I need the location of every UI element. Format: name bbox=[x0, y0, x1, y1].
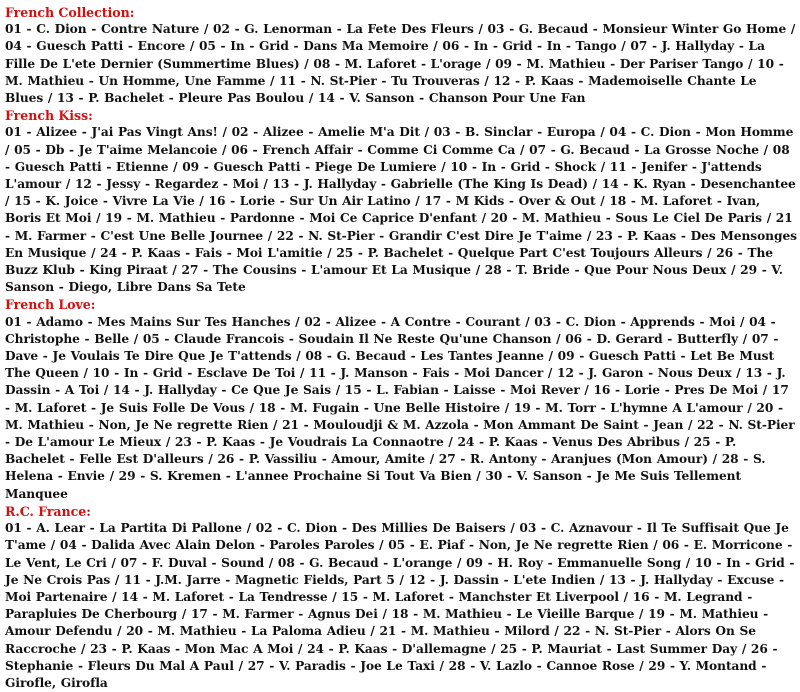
section-french-collection bbox=[5, 4, 797, 107]
section-tracklist: 01 - C. Dion - Contre Nature / 02 - G. Lenorman - La Fete Des Fleurs / 03 - G. Becaud - Monsieur Winter Go Home / 04 - Guesch Patti - Encore / 05 - In - Grid - Dans Ma Memoire / 06 - In - Grid - In - Tango / 07 - J. Hallyday - La Fille De L'ete Dernier (Summertime Blues) / 08 - M. Laforet - L'orage / 09 - M. Mathieu - Der Pariser Tango / 10 - M. Mathieu - Un Homme, Une Famme / 11 - N. St-Pier - Tu Trouveras / 12 - P. Kaas - Mademoiselle Chante Le Blues / 13 - P. Bachelet - Pleure Pas Boulou / 14 - V. Sanson - Chanson Pour Une Fan bbox=[5, 22, 796, 106]
section-tracklist: 01 - A. Lear - La Partita Di Pallone / 02 - C. Dion - Des Millies De Baisers / 03 - C. Aznavour - Il Te Suffisait Que Je T'ame / 04 - Dalida Avec Alain Delon - Paroles Paroles / 05 - E. Piaf - Non, Je Ne regrette Rien / 06 - E. Morricone - Le Vent, Le Cri / 07 - F. Duval - Sound / 08 - G. Becaud - L'orange / 09 - H. Roy - Emmanuelle Song / 10 - In - Grid - Je Ne Crois Pas / 11 - J.M. Jarre - Magnetic Fields, Part 5 / 12 - J. Dassin - L'ete Indien / 13 - J. Hallyday - Excuse - Moi Partenaire / 14 - M. Laforet - La Tendresse / 15 - M. Laforet - Manchster Et Liverpool / 16 - M. Legrand - Parapluies De Cherbourg / 17 - M. Farmer - Agnus Dei / 18 - M. Mathieu - Le Vieille Barque / 19 - M. Mathieu - Amour Defendu / 20 - M. Mathieu - La Paloma Adieu / 21 - M. Mathieu - Milord / 22 - N. St-Pier - Alors On Se Raccroche / 23 - P. Kaas - Mon Mac A Moi / 24 - P. Kaas - D'allemagne / 25 - P. Mauriat - Last Summer Day / 26 - Stephanie - Fleurs Du Mal A Paul / 27 - V. Paradis - Joe Le Taxi / 28 - V. Lazlo - Cannoe Rose / 29 - Y. Montand - Girofle, Girofla bbox=[5, 521, 795, 690]
section-heading: R.C. France: bbox=[5, 503, 91, 519]
section-french-kiss bbox=[5, 107, 797, 296]
section-heading: French Kiss: bbox=[5, 108, 93, 124]
section-french-love bbox=[5, 296, 797, 502]
tracklist-document bbox=[5, 4, 797, 692]
section-rc-france bbox=[5, 503, 797, 692]
section-heading: French Love: bbox=[5, 297, 96, 313]
section-tracklist: 01 - Alizee - J'ai Pas Vingt Ans! / 02 - Alizee - Amelie M'a Dit / 03 - B. Sinclar - Europa / 04 - C. Dion - Mon Homme / 05 - Db - Je T'aime Melancoie / 06 - French Affair - Comme Ci Comme Ca / 07 - G. Becaud - La Grosse Noche / 08 - Guesch Patti - Etienne / 09 - Guesch Patti - Piege De Lumiere / 10 - In - Grid - Shock / 11 - Jenifer - J'attends L'amour / 12 - Jessy - Regardez - Moi / 13 - J. Hallyday - Gabrielle (The King Is Dead) / 14 - K. Ryan - Desenchantee / 15 - K. Joice - Vivre La Vie / 16 - Lorie - Sur Un Air Latino / 17 - M Kids - Over & Out / 18 - M. Laforet - Ivan, Boris Et Moi / 19 - M. Mathieu - Pardonne - Moi Ce Caprice D'enfant / 20 - M. Mathieu - Sous Le Ciel De Paris / 21 - M. Farmer - C'est Une Belle Journee / 22 - N. St-Pier - Grandir C'est Dire Je T'aime / 23 - P. Kaas - Des Mensonges En Musique / 24 - P. Kaas - Fais - Moi L'amitie / 25 - P. Bachelet - Quelque Part C'est Toujours Alleurs / 26 - The Buzz Klub - King Piraat / 27 - The Cousins - L'amour Et La Musique / 28 - T. Bride - Que Pour Nous Deux / 29 - V. Sanson - Diego, Libre Dans Sa Tete bbox=[5, 125, 797, 295]
section-heading: French Collection: bbox=[5, 5, 135, 20]
section-tracklist: 01 - Adamo - Mes Mains Sur Tes Hanches / 02 - Alizee - A Contre - Courant / 03 - C. Dion - Apprends - Moi / 04 - Christophe - Belle / 05 - Claude Francois - Soudain Il Ne Reste Qu'une Chanson / 06 - D. Gerard - Butterfly / 07 - Dave - Je Voulais Te Dire Que Je T'attends / 08 - G. Becaud - Les Tantes Jeanne / 09 - Guesch Patti - Let Be Must The Queen / 10 - In - Grid - Esclave De Toi / 11 - J. Manson - Fais - Moi Dancer / 12 - J. Garon - Nous Deux / 13 - J. Dassin - A Toi / 14 - J. Hallyday - Ce Que Je Sais / 15 - L. Fabian - Laisse - Moi Rever / 16 - Lorie - Pres De Moi / 17 - M. Laforet - Je Suis Folle De Vous / 18 - M. Fugain - Une Belle Histoire / 19 - M. Torr - L'hymne A L'amour / 20 - M. Mathieu - Non, Je Ne regrette Rien / 21 - Mouloudji & M. Azzola - Mon Ammant De Saint - Jean / 22 - N. St-Pier - De L'amour Le Mieux / 23 - P. Kaas - Je Voudrais La Connaotre / 24 - P. Kaas - Venus Des Abribus / 25 - P. Bachelet - Felle Est D'alleurs / 26 - P. Vassiliu - Amour, Amite / 27 - R. Antony - Aranjues (Mon Amour) / 28 - S. Helena - Envie / 29 - S. Kremen - L'annee Prochaine Si Tout Va Bien / 30 - V. Sanson - Je Me Suis Tellement Manquee bbox=[5, 314, 795, 501]
